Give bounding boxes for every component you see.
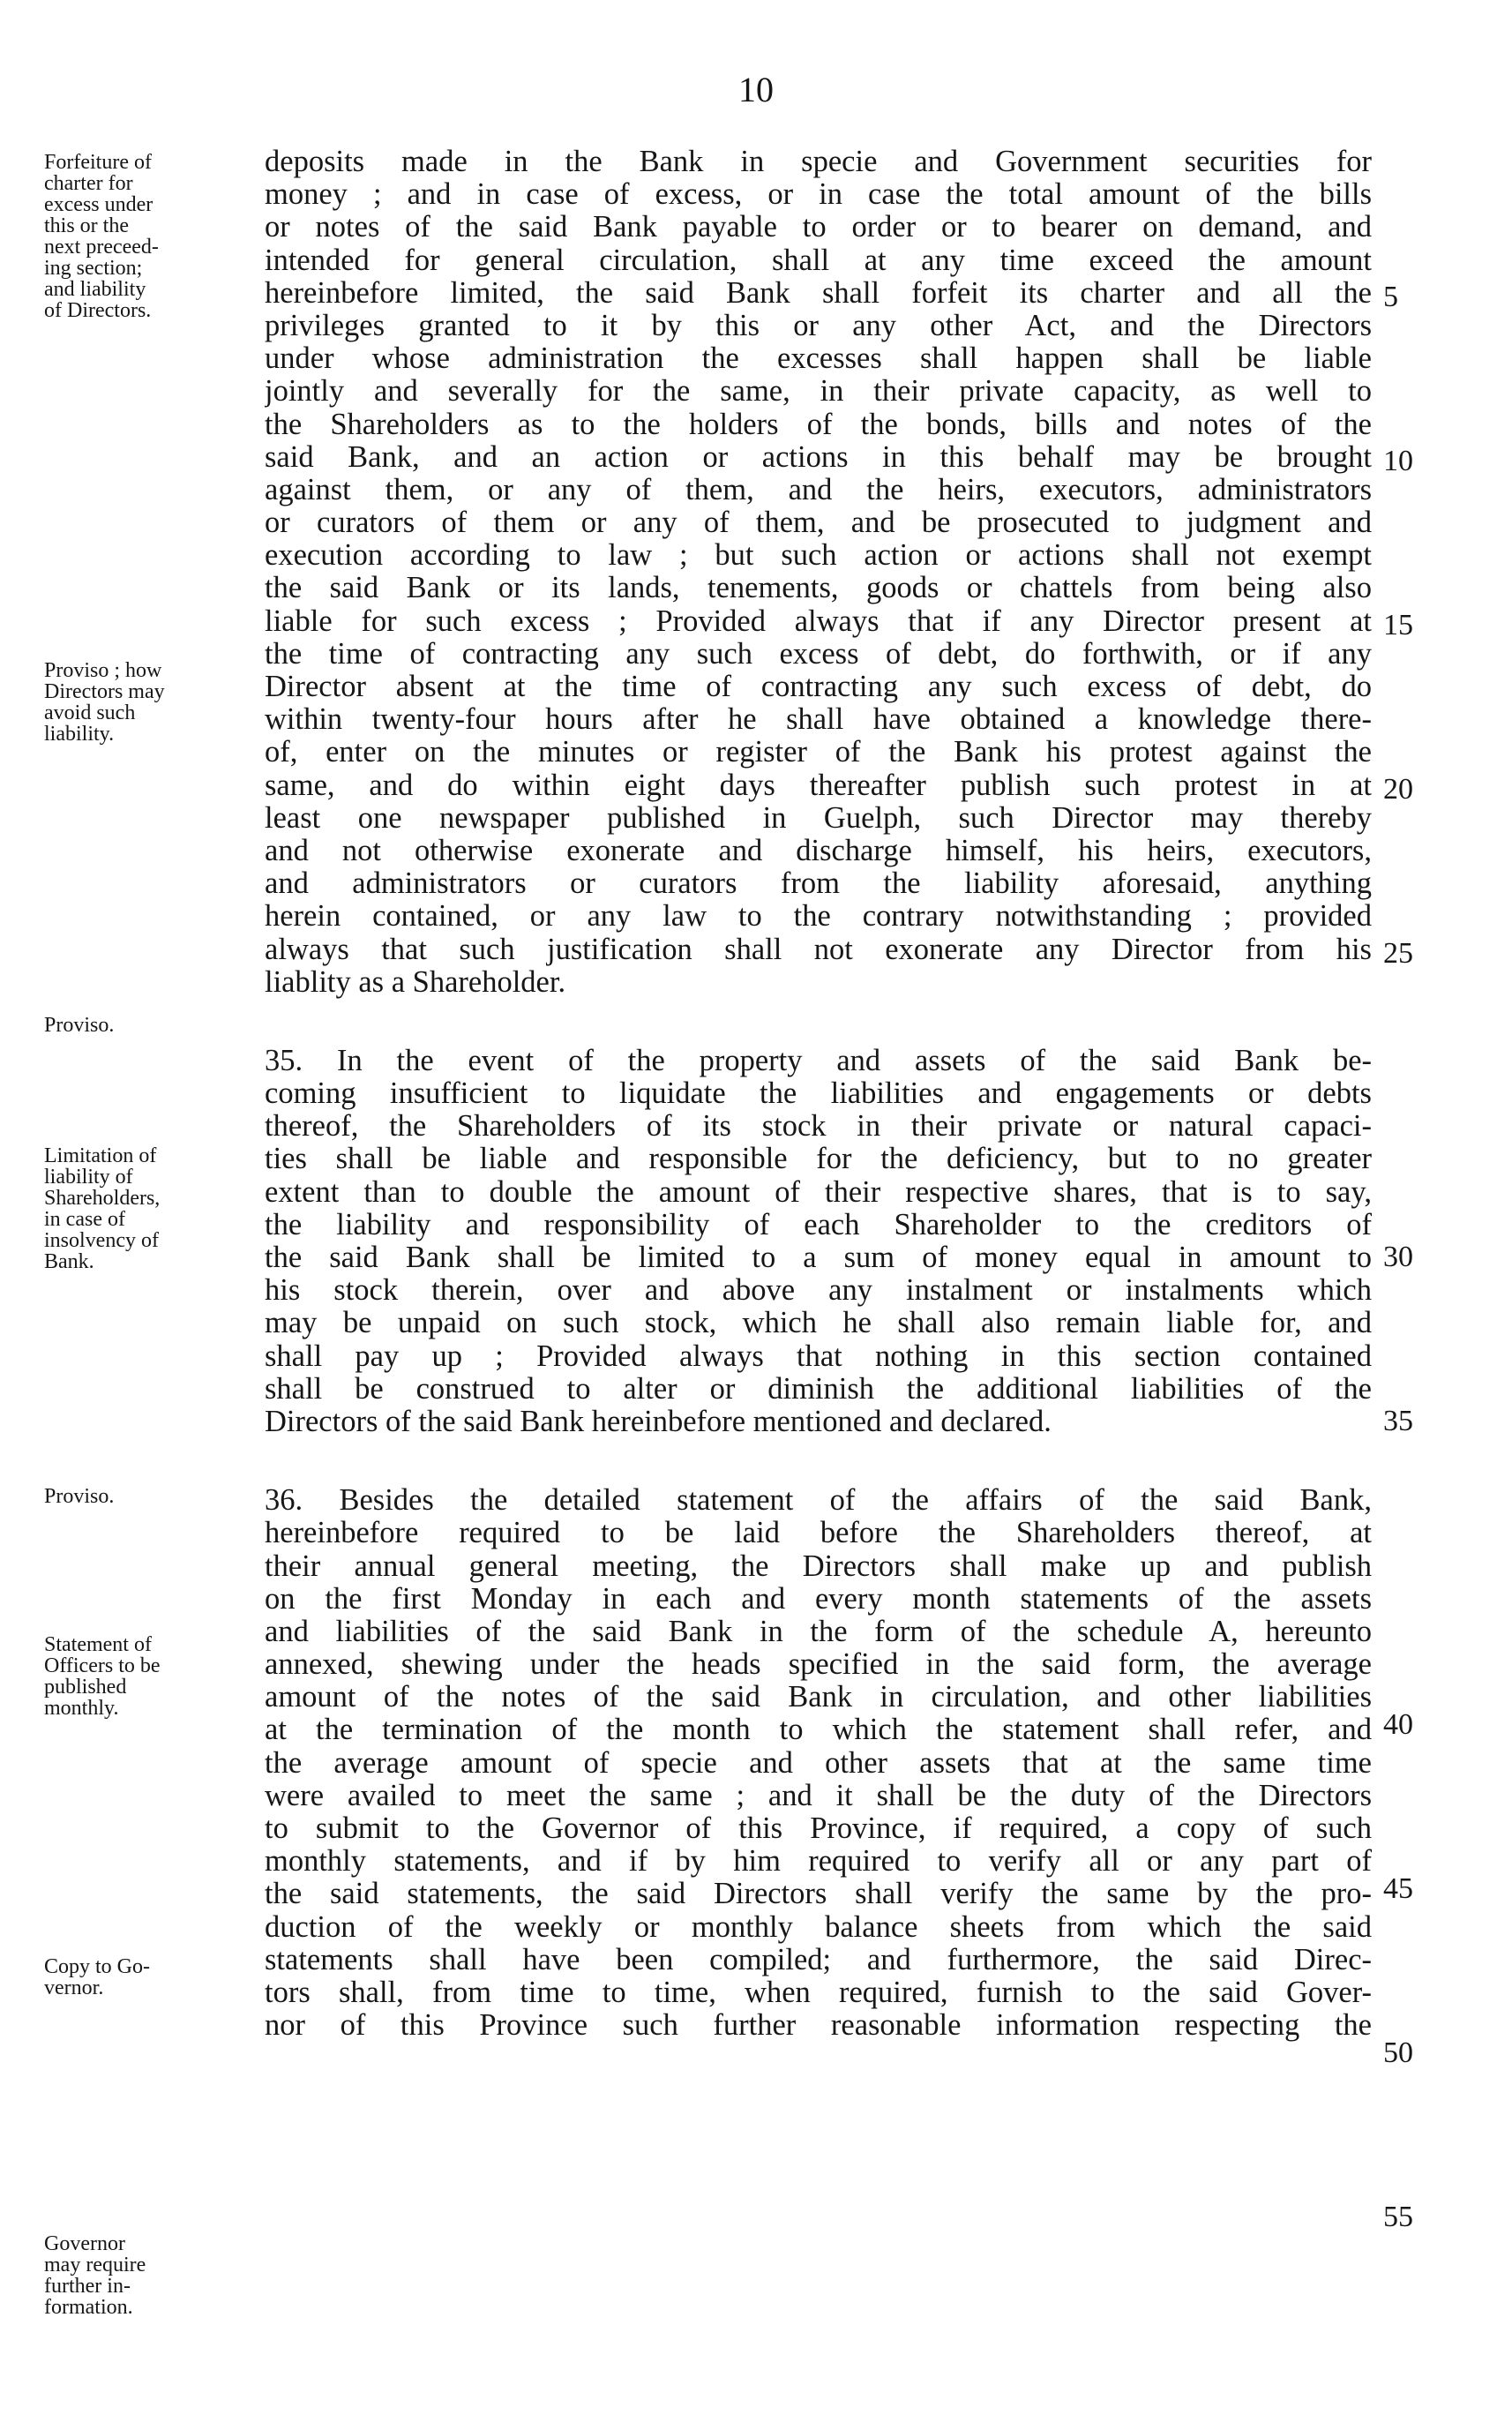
text-line: liable for such excess ; Provided always that if any Director present at (265, 604, 1372, 638)
text-line: and administrators or curators from the liability aforesaid, anything (265, 867, 1372, 901)
text-line: same, and do within eight days thereafter publish such protest in at (265, 769, 1372, 802)
text-line: said Bank, and an action or actions in this behalf may be brought (265, 440, 1372, 474)
line-number: 45 (1383, 1872, 1413, 1905)
margin-note-proviso-shareholders (44, 1486, 256, 1507)
text-line: thereof, the Shareholders of its stock in their private or natural capaci- (265, 1110, 1372, 1144)
margin-note-line: Bank. (44, 1251, 94, 1272)
margin-note-line: vernor. (44, 1977, 104, 1999)
text-line: on the first Monday in each and every month statements of the assets (265, 1582, 1372, 1616)
text-line: to submit to the Governor of this Province, if required, a copy of such (265, 1812, 1372, 1845)
margin-note-line: charter for (44, 173, 133, 194)
margin-note-directors-proviso (44, 660, 256, 745)
margin-note-shareholder-limitation (44, 1145, 256, 1272)
margin-note-line: avoid such (44, 702, 136, 724)
line-number: 20 (1383, 773, 1413, 806)
text-line: may be unpaid on such stock, which he shall also remain liable for, and (265, 1307, 1372, 1340)
text-line: deposits made in the Bank in specie and Government securities for (265, 146, 1372, 178)
margin-note-line: Officers to be (44, 1655, 161, 1676)
margin-note-line: Proviso ; how (44, 660, 162, 681)
text-line: and liabilities of the said Bank in the form of the schedule A, hereunto (265, 1615, 1372, 1648)
margin-note-line: and liability (44, 279, 146, 300)
text-line: of, enter on the minutes or register of the Bank his protest against the (265, 736, 1372, 769)
text-line: annexed, shewing under the heads specified in the said form, the average (265, 1648, 1372, 1682)
margin-note-proviso (44, 1015, 256, 1036)
margin-note-line: Forfeiture of (44, 152, 152, 173)
margin-note-line: in case of (44, 1209, 125, 1230)
margin-note-line: Statement of (44, 1634, 152, 1655)
text-line: money ; and in case of excess, or in case the total amount of the bills (265, 178, 1372, 212)
text-line: intended for general circulation, shall at any time exceed the amount (265, 244, 1372, 277)
section-35-first-line: 35. In the event of the property and assets of the said Bank be- (265, 1044, 1372, 1077)
margin-note-forfeiture (44, 152, 256, 321)
line-number: 30 (1383, 1241, 1413, 1273)
line-number: 55 (1383, 2201, 1413, 2233)
text-line: amount of the notes of the said Bank in circulation, and other liabilities (265, 1681, 1372, 1714)
text-line: shall be construed to alter or diminish the additional liabilities of the (265, 1372, 1372, 1406)
margin-note-line: liability. (44, 724, 115, 745)
text-line: his stock therein, over and above any instalment or instalments which (265, 1274, 1372, 1308)
text-line: the said Bank shall be limited to a sum of money equal in amount to (265, 1241, 1372, 1274)
page-number: 10 (738, 70, 774, 109)
text-line: the average amount of specie and other assets that at the same time (265, 1746, 1372, 1780)
text-line: coming insufficient to liquidate the liabilities and engagements or debts (265, 1077, 1372, 1111)
text-line: privileges granted to it by this or any other Act, and the Directors (265, 309, 1372, 342)
line-number: 50 (1383, 2036, 1413, 2069)
line-number: 35 (1383, 1405, 1413, 1437)
text-line: nor of this Province such further reasonable information respecting the (265, 2009, 1372, 2043)
text-line: tors shall, from time to time, when required, furnish to the said Gover- (265, 1976, 1372, 2009)
section-36-first-line: 36. Besides the detailed statement of the affairs of the said Bank, (265, 1484, 1372, 1518)
margin-note-line: Proviso. (44, 1015, 115, 1036)
margin-note-line: Directors may (44, 681, 165, 702)
margin-note-monthly-statement (44, 1634, 256, 1719)
text-line: the said Bank or its lands, tenements, goods or chattels from being also (265, 572, 1372, 605)
text-line: hereinbefore limited, the said Bank shall forfeit its charter and all the (265, 276, 1372, 310)
text-line: against them, or any of them, and the heirs, executors, administrators (265, 473, 1372, 506)
line-number: 40 (1383, 1708, 1413, 1741)
text-line: their annual general meeting, the Directors shall make up and publish (265, 1549, 1372, 1583)
text-line: the liability and responsibility of each Shareholder to the creditors of (265, 1208, 1372, 1241)
margin-note-line: may require (44, 2254, 146, 2276)
text-line: herein contained, or any law to the contrary notwithstanding ; provided (265, 900, 1372, 934)
margin-note-line: this or the (44, 215, 129, 236)
margin-note-line: further in- (44, 2276, 131, 2297)
text-line: liablity as a Shareholder. (265, 965, 566, 999)
text-line: and not otherwise exonerate and discharge himself, his heirs, executors, (265, 834, 1372, 867)
margin-note-line: Shareholders, (44, 1188, 161, 1209)
margin-note-line: monthly. (44, 1698, 119, 1719)
text-line: extent than to double the amount of their respective shares, that is to say, (265, 1175, 1372, 1209)
text-line: always that such justification shall not exonerate any Director from his (265, 933, 1372, 966)
margin-note-line: formation. (44, 2297, 133, 2318)
text-line: under whose administration the excesses shall happen shall be liable (265, 342, 1372, 376)
margin-note-line: of Directors. (44, 300, 152, 321)
text-line: execution according to law ; but such action or actions shall not exempt (265, 539, 1372, 573)
margin-note-governor-information (44, 2233, 256, 2318)
text-line: monthly statements, and if by him required to verify all or any part of (265, 1845, 1372, 1879)
text-line: were availed to meet the same ; and it shall be the duty of the Directors (265, 1779, 1372, 1812)
margin-note-line: excess under (44, 194, 153, 215)
line-number: 15 (1383, 609, 1413, 641)
margin-note-line: Governor (44, 2233, 125, 2254)
margin-note-line: published (44, 1676, 127, 1698)
text-line: ties shall be liable and responsible for the deficiency, but to no greater (265, 1143, 1372, 1176)
margin-note-line: Limitation of (44, 1145, 157, 1166)
text-line: at the termination of the month to which the statement shall refer, and (265, 1714, 1372, 1747)
text-line: Directors of the said Bank hereinbefore mentioned and declared. (265, 1405, 1052, 1438)
margin-note-line: Copy to Go- (44, 1956, 150, 1977)
margin-note-copy-governor (44, 1956, 256, 1999)
text-line: within twenty-four hours after he shall have obtained a knowledge there- (265, 703, 1372, 737)
text-line: the said statements, the said Directors shall verify the same by the pro- (265, 1878, 1372, 1911)
margin-note-line: insolvency of (44, 1230, 159, 1251)
text-line: jointly and severally for the same, in their private capacity, as well to (265, 375, 1372, 409)
text-line: least one newspaper published in Guelph, such Director may thereby (265, 801, 1372, 835)
text-line: the Shareholders as to the holders of the bonds, bills and notes of the (265, 408, 1372, 441)
text-line: shall pay up ; Provided always that nothing in this section contained (265, 1339, 1372, 1373)
text-line: statements shall have been compiled; and furthermore, the said Direc- (265, 1943, 1372, 1976)
margin-note-line: ing section; (44, 258, 143, 279)
text-line: Director absent at the time of contracting any such excess of debt, do (265, 671, 1372, 703)
main-text (265, 146, 1372, 2042)
text-line: or curators of them or any of them, and be prosecuted to judgment and (265, 506, 1372, 540)
text-line: or notes of the said Bank payable to order or to bearer on demand, and (265, 211, 1372, 244)
line-number: 10 (1383, 445, 1413, 477)
text-line: the time of contracting any such excess of debt, do forthwith, or if any (265, 637, 1372, 671)
text-line: hereinbefore required to be laid before the Shareholders thereof, at (265, 1517, 1372, 1550)
margin-note-line: next preceed- (44, 236, 159, 258)
margin-note-line: Proviso. (44, 1486, 115, 1507)
line-number: 5 (1383, 281, 1398, 313)
text-line: duction of the weekly or monthly balance sheets from which the said (265, 1910, 1372, 1944)
line-number: 25 (1383, 937, 1413, 970)
margin-note-line: liability of (44, 1166, 133, 1188)
